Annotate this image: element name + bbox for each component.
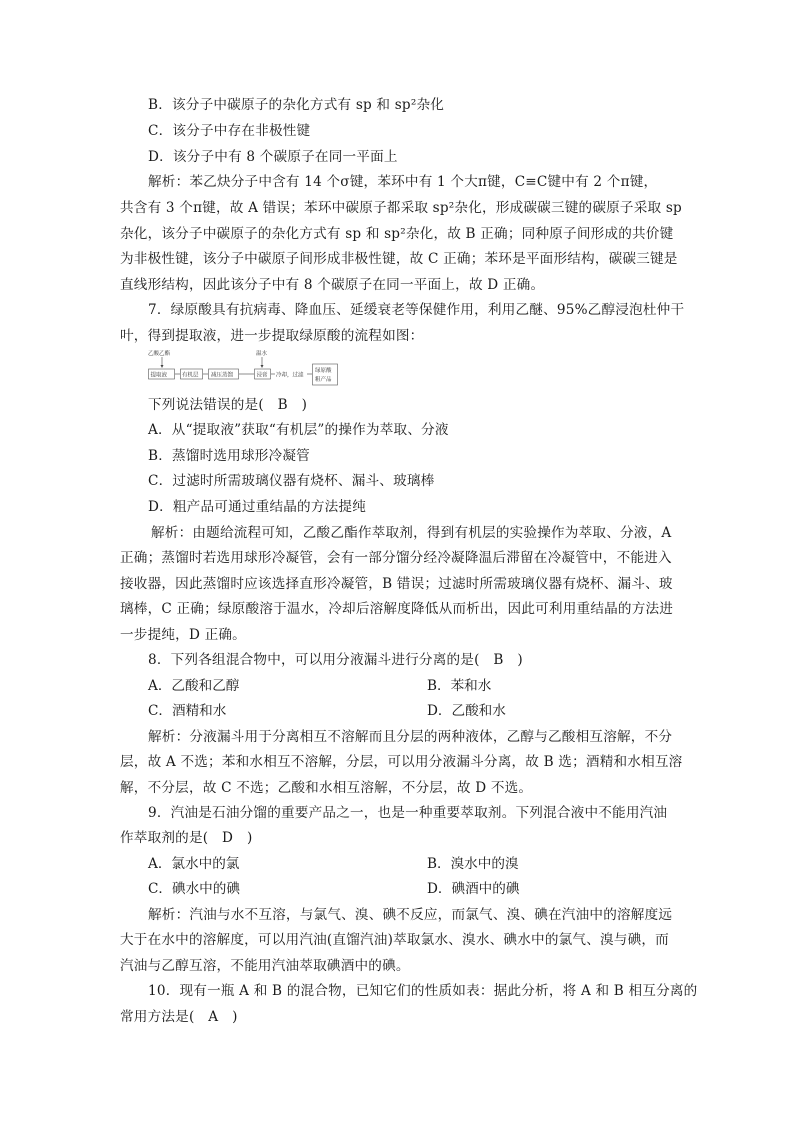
flow-arrowhead [161,365,164,368]
q7-option-d: D．粗产品可通过重结晶的方法提纯 [148,499,367,515]
flow-reagent-2: 温水 [256,351,268,357]
q7-analysis-line: 接收器，因此蒸馏时应该选择直形冷凝管，B 错误；过滤时所需玻璃仪器有烧杯、漏斗、玻 [120,576,673,592]
q9-option-a: A．氯水中的氯 [148,856,240,872]
q8-option-b: B．苯和水 [427,678,492,694]
q7-analysis-line: 一步提纯，D 正确。 [120,627,246,643]
q7-question: 下列说法错误的是( B ) [148,397,308,413]
q9-option-c: C．碘水中的碘 [148,881,240,897]
q7-analysis-line: 璃棒，C 正确；绿原酸溶于温水，冷却后溶解度降低从而析出，因此可利用重结晶的方法进 [120,601,674,617]
q7-stem-line: 叶，得到提取液，进一步提取绿原酸的流程如图： [120,328,424,344]
q9-stem-line: 作萃取剂的是( D ) [120,830,253,846]
flowchart-svg [148,348,338,388]
q8-stem: 8．下列各组混合物中，可以用分液漏斗进行分离的是( B ) [148,652,523,668]
q9-option-b: B．溴水中的溴 [427,856,519,872]
q8-analysis-line: 层，故 A 不选；苯和水相互不溶解，分层，可以用分液漏斗分离，故 B 选；酒精和水相互溶 [120,754,683,770]
q6-analysis-line: 共含有 3 个π键，故 A 错误；苯环中碳原子都采取 sp²杂化，形成碳碳三键的碳原子采取 sp [120,200,682,216]
q8-option-c: C．酒精和水 [148,703,227,719]
q6-analysis-line: 杂化，该分子中碳原子的杂化方式有 sp 和 sp²杂化，故 B 正确；同种原子间形成的共价键 [120,226,674,242]
flow-step-label: 减压蒸馏 [211,372,234,379]
q7-analysis-line: 正确；蒸馏时若选用球形冷凝管，会有一部分馏分经冷凝降温后滞留在冷凝管中，不能进入 [120,550,672,566]
q9-stem-line: 9．汽油是石油分馏的重要产品之一，也是一种重要萃取剂。下列混合液中不能用汽油 [148,805,668,821]
flowchart [148,348,338,388]
q10-stem-line: 10．现有一瓶 A 和 B 的混合物，已知它们的性质如表：据此分析，将 A 和 B 相互分离的 [148,983,698,999]
q8-analysis-line: 解析：分液漏斗用于分离相互不溶解而且分层的两种液体，乙醇与乙酸相互溶解，不分 [148,729,673,745]
flow-step-label: 浸膏 [256,372,268,379]
q7-stem-line: 7．绿原酸具有抗病毒、降血压、延缓衰老等保健作用，利用乙醚、95%乙醇浸泡杜仲干 [148,302,685,318]
q9-analysis-line: 汽油与乙醇互溶，不能用汽油萃取碘酒中的碘。 [120,958,410,974]
q6-analysis-line: 为非极性键，该分子中碳原子间形成非极性键，故 C 正确；苯环是平面形结构，碳碳三键是 [120,251,678,267]
q10-stem-line: 常用方法是( A ) [120,1009,238,1025]
q7-option-a: A．从“提取液”获取“有机层”的操作为萃取、分液 [148,422,449,438]
q9-option-d: D．碘酒中的碘 [427,881,520,897]
q9-analysis-line: 大于在水中的溶解度，可以用汽油(直馏汽油)萃取氯水、溴水、碘水中的氯气、溴与碘，而 [120,932,669,948]
q6-analysis-line: 解析：苯乙炔分子中含有 14 个σ键，苯环中有 1 个大π键，C≡C键中有 2 个π键， [148,174,658,190]
q6-option-b: B．该分子中碳原子的杂化方式有 sp 和 sp²杂化 [148,97,445,113]
q8-option-a: A．乙酸和乙醇 [148,678,240,694]
flow-step-label: 冷却，过滤 [276,372,304,379]
q8-analysis-line: 解，不分层，故 C 不选；乙酸和水相互溶解，不分层，故 D 不选。 [120,780,533,796]
flow-arrowhead [261,365,264,368]
flow-reagent-1: 乙酸乙酯 [148,351,171,357]
q7-analysis-line: 解析：由题给流程可知，乙酸乙酯作萃取剂，得到有机层的实验操作为萃取、分液，A [151,525,672,541]
q7-option-c: C．过滤时所需玻璃仪器有烧杯、漏斗、玻璃棒 [148,473,435,489]
q6-option-d: D．该分子中有 8 个碳原子在同一平面上 [148,149,398,165]
flow-step-label: 绿原酸 [315,368,332,374]
q8-option-d: D．乙酸和水 [427,703,506,719]
flow-step-label: 有机层 [182,372,199,379]
q6-analysis-line: 直线形结构，因此该分子中有 8 个碳原子在同一平面上，故 D 正确。 [120,277,545,293]
q7-option-b: B．蒸馏时选用球形冷凝管 [148,448,310,464]
q6-option-c: C．该分子中存在非极性键 [148,123,311,139]
q9-analysis-line: 解析：汽油与水不互溶，与氯气、溴、碘不反应，而氯气、溴、碘在汽油中的溶解度远 [148,907,673,923]
flow-step-label: 粗产品 [315,377,332,383]
flow-step-label: 提取液 [150,372,168,379]
